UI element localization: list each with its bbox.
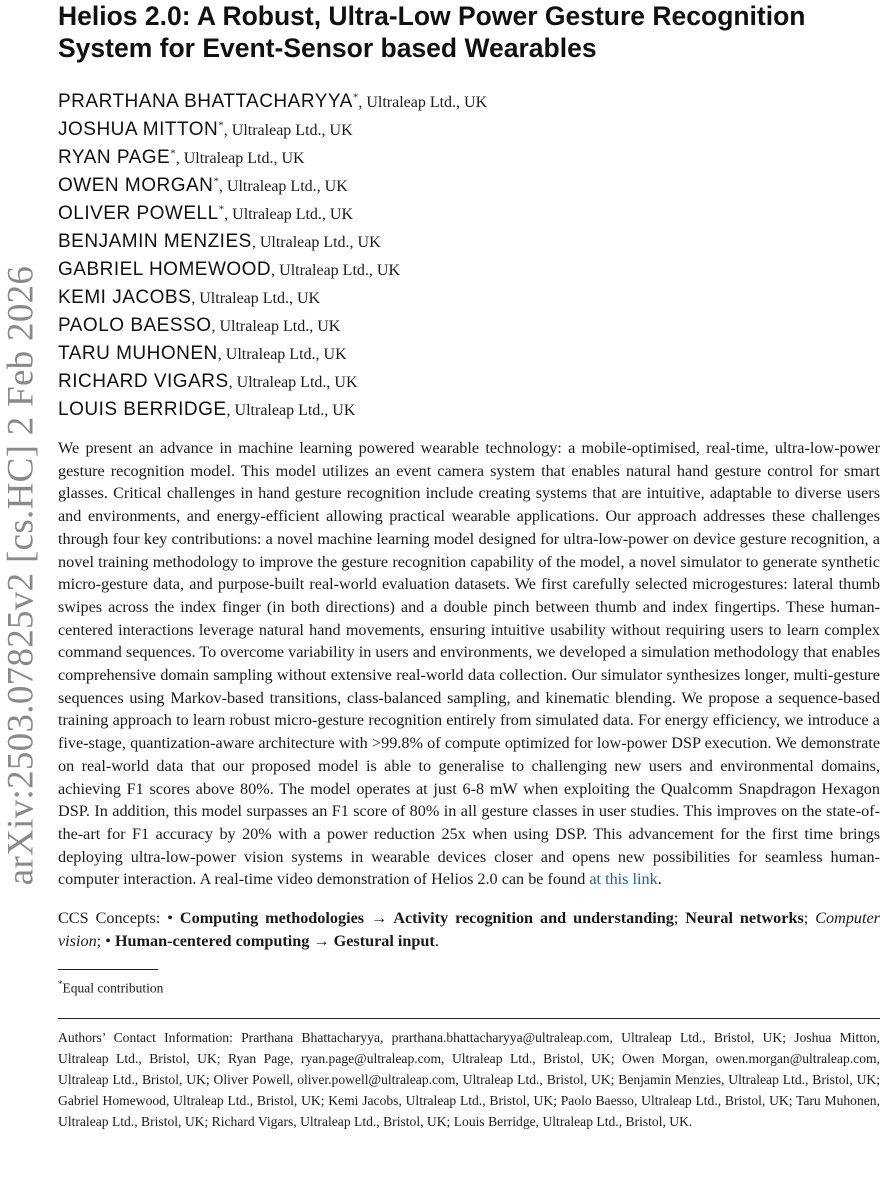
abstract-end: .	[657, 870, 662, 889]
ccs-arrow: →	[309, 931, 334, 950]
author-entry	[58, 144, 880, 172]
author-affiliation: , Ultraleap Ltd., UK	[217, 346, 347, 363]
authors-contact-information: Authors’ Contact Information: Prarthana Bhattacharyya, prarthana.bhattacharyya@ultraleap.com, Ultraleap Ltd., Bristol, UK; Joshua Mitton, Ultraleap Ltd., Bristol, UK; Ryan Page, ryan.page@ultraleap.com, Ultraleap Ltd., Bristol, UK; Owen Morgan, owen.morgan@ultraleap.com, Ultraleap Ltd., Bristol, UK; Oliver Powell, oliver.powell@ultraleap.com, Ultraleap Ltd., Bristol, UK; Benjamin Menzies, Ultraleap Ltd., Bristol, UK; Gabriel Homewood, Ultraleap Ltd., Bristol, UK; Kemi Jacobs, Ultraleap Ltd., Bristol, UK; Paolo Baesso, Ultraleap Ltd., Bristol, UK; Taru Muhonen, Ultraleap Ltd., Bristol, UK; Richard Vigars, Ultraleap Ltd., Bristol, UK; Louis Berridge, Ultraleap Ltd., Bristol, UK.	[58, 1030, 880, 1130]
author-affiliation: , Ultraleap Ltd., UK	[271, 262, 401, 279]
equal-contribution-mark: *	[352, 91, 359, 104]
ccs-separator: ;	[803, 909, 816, 928]
ccs-concepts	[58, 907, 880, 952]
author-name: PRARTHANA BHATTACHARYYA	[58, 91, 353, 112]
ccs-concept: Activity recognition and understanding	[393, 909, 674, 928]
contact-rule	[58, 1018, 880, 1019]
author-affiliation: , Ultraleap Ltd., UK	[175, 150, 305, 167]
author-affiliation: , Ultraleap Ltd., UK	[211, 318, 341, 335]
arxiv-id: arXiv:2503.07825v2 [cs.HC] 2 Feb 2026	[0, 265, 42, 885]
title-line-1: Helios 2.0: A Robust, Ultra-Low Power Gesture Recognition	[58, 1, 806, 31]
author-affiliation: , Ultraleap Ltd., UK	[191, 290, 321, 307]
abstract	[58, 437, 880, 891]
equal-contribution-mark: *	[218, 119, 224, 132]
ccs-concept: Computing methodologies	[179, 909, 365, 928]
author-affiliation: , Ultraleap Ltd., UK	[224, 206, 354, 223]
author-entry	[58, 368, 880, 396]
equal-contribution-mark: *	[170, 147, 176, 160]
author-entry	[58, 284, 880, 312]
author-name: GABRIEL HOMEWOOD	[58, 259, 272, 280]
paper-title	[58, 0, 880, 64]
ccs-separator: ;	[673, 909, 686, 928]
equal-contribution-mark: *	[218, 203, 225, 216]
author-entry	[58, 256, 880, 284]
author-name: KEMI JACOBS	[58, 287, 192, 308]
ccs-concept: Gestural input	[333, 931, 435, 950]
equal-contribution-mark: *	[213, 175, 219, 188]
author-entry	[58, 200, 880, 228]
author-name: PAOLO BAESSO	[58, 315, 212, 336]
author-entry	[58, 228, 880, 256]
author-affiliation: , Ultraleap Ltd., UK	[251, 234, 381, 251]
ccs-concept: Computer vision	[58, 909, 880, 950]
ccs-separator: ; •	[96, 931, 115, 950]
author-affiliation: , Ultraleap Ltd., UK	[358, 94, 488, 111]
author-name: TARU MUHONEN	[58, 343, 218, 364]
author-affiliation: , Ultraleap Ltd., UK	[228, 374, 358, 391]
author-name: BENJAMIN MENZIES	[58, 231, 252, 252]
demo-video-link[interactable]: at this link	[589, 870, 658, 889]
paper-first-page	[58, 0, 880, 1146]
footnote	[58, 975, 880, 998]
ccs-label: CCS Concepts: •	[58, 909, 180, 928]
author-affiliation: , Ultraleap Ltd., UK	[218, 178, 348, 195]
title-line-2: System for Event-Sensor based Wearables	[58, 33, 597, 63]
author-affiliation: , Ultraleap Ltd., UK	[226, 402, 356, 419]
ccs-concept: Neural networks	[685, 909, 804, 928]
ccs-arrow: →	[364, 909, 394, 928]
footnote-rule	[58, 969, 158, 970]
author-entry	[58, 172, 880, 200]
author-name: RYAN PAGE	[58, 147, 171, 168]
ccs-concept: Human-centered computing	[114, 931, 310, 950]
author-entry	[58, 312, 880, 340]
author-entry	[58, 116, 880, 144]
author-entry	[58, 88, 880, 116]
arxiv-stamp	[2, 220, 40, 930]
footnote-text: Equal contribution	[62, 980, 164, 996]
author-name: OWEN MORGAN	[58, 175, 214, 196]
author-entry	[58, 396, 880, 424]
author-name: RICHARD VIGARS	[58, 371, 229, 392]
abstract-text: We present an advance in machine learning powered wearable technology: a mobile-optimised, real-time, ultra-low-power gesture recognition model. This model utilizes an event camera system that enables natural hand gesture control for smart glasses. Critical challenges in hand gesture recognition include creating systems that are intuitive, adaptable to diverse users and environments, and energy-efficient allowing practical wearable applications. Our approach addresses these challenges through four key contributions: a novel machine learning model designed for ultra-low-power on device gesture recognition, a novel training methodology to improve the gesture recognition capability of the model, a novel simulator to generate synthetic micro-gesture data, and purpose-built real-world evaluation datasets. We first carefully selected microgestures: lateral thumb swipes across the index finger (in both directions) and a double pinch between thumb and index fingertips. These human-centered interactions leverage natural hand movements, ensuring intuitive usability without requiring users to learn complex command sequences. To overcome variability in users and environments, we developed a simulation methodology that enables comprehensive domain sampling without extensive real-world data collection. Our simulator synthesizes longer, multi-gesture sequences using Markov-based transitions, class-balanced sampling, and kinematic blending. We propose a sequence-based training approach to learn robust micro-gesture recognition entirely from simulated data. For energy efficiency, we introduce a five-stage, quantization-aware architecture with >99.8% of compute optimized for low-power DSP execution. We demonstrate on real-world data that our proposed model is able to generalise to challenging new users and environmental domains, achieving F1 scores above 80%. The model operates at just 6-8 mW when exploiting the Qualcomm Snapdragon Hexagon DSP. In addition, this model surpasses an F1 score of 80% in all gesture classes in user studies. This improves on the state-of-the-art for F1 accuracy by 20% with a power reduction 25x when using DSP. This advancement for the first time brings deploying ultra-low-power vision systems in wearable devices closer and opens new possibilities for seamless human-computer interaction. A real-time video demonstration of Helios 2.0 can be found	[58, 439, 880, 889]
ccs-end: .	[434, 931, 439, 950]
author-list	[58, 88, 880, 424]
author-name: JOSHUA MITTON	[58, 119, 219, 140]
footnote-mark: *	[58, 978, 63, 989]
author-name: OLIVER POWELL	[58, 203, 219, 224]
author-entry	[58, 340, 880, 368]
author-name: LOUIS BERRIDGE	[58, 399, 227, 420]
author-affiliation: , Ultraleap Ltd., UK	[223, 122, 353, 139]
